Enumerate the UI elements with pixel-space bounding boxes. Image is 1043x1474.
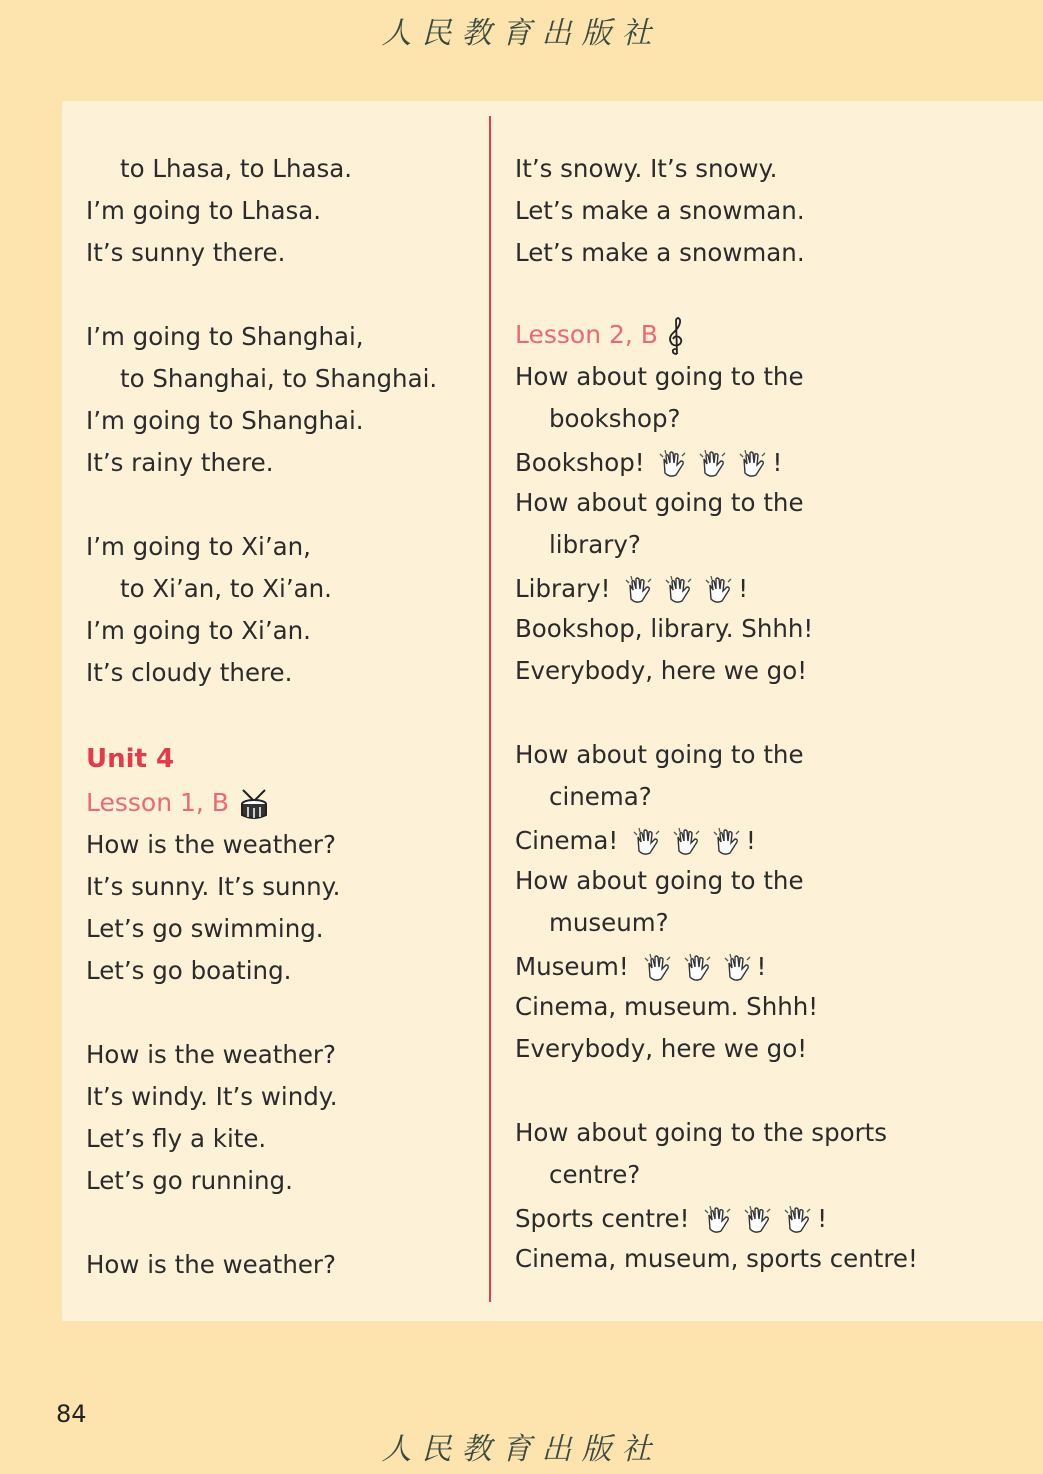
lyric-line: Let’s go running. [86, 1166, 293, 1195]
left-column [86, 148, 476, 1286]
clapping-hands-icon [626, 826, 746, 855]
clapping-hands-icon [697, 1204, 817, 1233]
lyric-line: I’m going to Shanghai, [86, 322, 364, 351]
lyric-line: cinema? [549, 782, 652, 811]
lyric-line: Cinema, museum, sports centre! [515, 1244, 918, 1273]
page-number: 84 [56, 1400, 87, 1428]
lyric-line: Let’s fly a kite. [86, 1124, 267, 1153]
drum-icon [237, 788, 271, 820]
clap-line-label: Sports centre! [515, 1204, 690, 1233]
lyric-line: It’s rainy there. [86, 448, 274, 477]
lyric-line: Let’s make a snowman. [515, 196, 805, 225]
lesson-heading-label: Lesson 1, B [86, 788, 229, 817]
exclamation: ! [772, 448, 783, 477]
lyric-line: museum? [549, 908, 669, 937]
lyric-line: Everybody, here we go! [515, 656, 808, 685]
lyric-line: How about going to the [515, 362, 804, 391]
clapping-hands-icon [618, 574, 738, 603]
lyric-line: to Shanghai, to Shanghai. [120, 364, 438, 393]
lyric-line: How is the weather? [86, 1250, 337, 1279]
clap-line-label: Library! [515, 574, 611, 603]
lyric-line: It’s windy. It’s windy. [86, 1082, 338, 1111]
lyric-line: It’s cloudy there. [86, 658, 293, 687]
exclamation: ! [746, 826, 756, 855]
lyric-line: Let’s go boating. [86, 956, 292, 985]
lyric-line: to Lhasa, to Lhasa. [120, 154, 353, 183]
lyric-line: bookshop? [549, 404, 681, 433]
treble-clef-icon [666, 316, 686, 356]
lyric-line: I’m going to Shanghai. [86, 406, 364, 435]
lesson-heading [86, 780, 476, 824]
exclamation: ! [817, 1204, 828, 1233]
lyric-line: Cinema, museum. Shhh! [515, 992, 819, 1021]
lyric-line: to Xi’an, to Xi’an. [120, 574, 332, 603]
lyric-line: How about going to the [515, 488, 804, 517]
lyric-line: How is the weather? [86, 830, 337, 859]
publisher-logo-top: 人民教育出版社 [381, 16, 662, 51]
lyric-line: How about going to the [515, 740, 804, 769]
clap-line [515, 1196, 1025, 1238]
column-divider [489, 116, 491, 1302]
lyric-line: centre? [549, 1160, 641, 1189]
publisher-logo-bottom: 人民教育出版社 [381, 1432, 662, 1467]
clapping-hands-icon [637, 952, 757, 981]
lyric-line: Bookshop, library. Shhh! [515, 614, 814, 643]
lesson-heading [515, 312, 1025, 356]
clap-line [515, 566, 1025, 608]
lyric-line: Let’s go swimming. [86, 914, 324, 943]
lyric-line: I’m going to Xi’an, [86, 532, 311, 561]
clapping-hands-icon [652, 448, 772, 477]
lyric-line: It’s sunny there. [86, 238, 286, 267]
exclamation: ! [756, 952, 767, 981]
lyric-line: I’m going to Lhasa. [86, 196, 322, 225]
lyric-line: How is the weather? [86, 1040, 337, 1069]
clap-line-label: Bookshop! [515, 448, 645, 477]
right-column [515, 148, 1025, 1280]
clap-line-label: Cinema! [515, 826, 619, 855]
lyric-line: Let’s make a snowman. [515, 238, 805, 267]
unit-heading: Unit 4 [86, 744, 175, 774]
clap-line [515, 944, 1025, 986]
lyric-line: It’s sunny. It’s sunny. [86, 872, 341, 901]
lyric-line: How about going to the sports [515, 1118, 888, 1147]
lesson-heading-label: Lesson 2, B [515, 320, 658, 349]
lyric-line: How about going to the [515, 866, 804, 895]
clap-line [515, 440, 1025, 482]
lyric-line: I’m going to Xi’an. [86, 616, 311, 645]
lyric-line: It’s snowy. It’s snowy. [515, 154, 778, 183]
exclamation: ! [738, 574, 749, 603]
lyric-line: library? [549, 530, 641, 559]
clap-line [515, 818, 1025, 860]
clap-line-label: Museum! [515, 952, 629, 981]
lyric-line: Everybody, here we go! [515, 1034, 808, 1063]
